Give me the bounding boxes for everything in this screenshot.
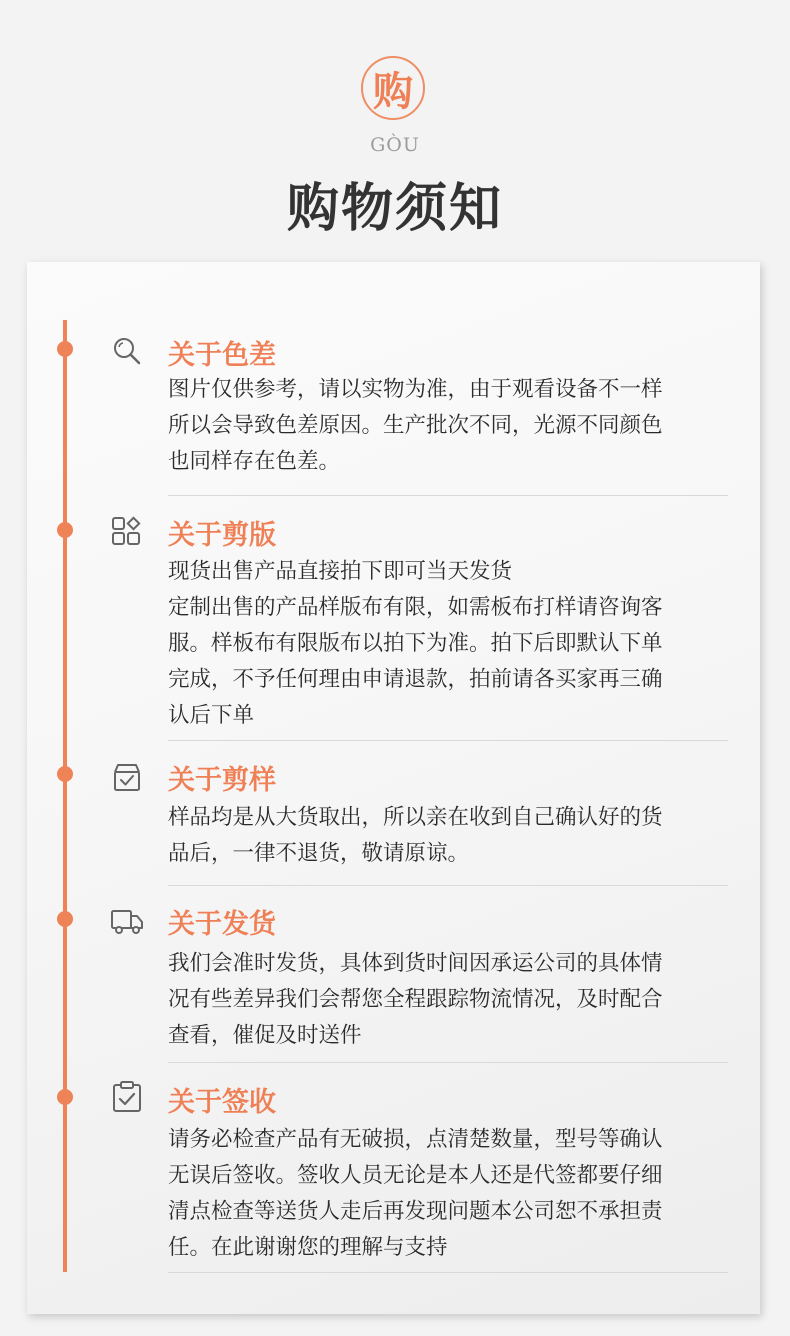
section-title-sample: 关于剪样 [168, 765, 276, 796]
section-body-receipt [168, 1122, 728, 1266]
section-body-sample [168, 800, 728, 872]
clipboard-check-icon [110, 1080, 144, 1114]
timeline-dot [57, 1089, 73, 1105]
timeline-dot [57, 341, 73, 357]
timeline-line [63, 320, 67, 1272]
header [0, 0, 790, 260]
timeline-dot [57, 522, 73, 538]
body-line: 清点检查等送货人走后再发现问题本公司恕不承担责 [168, 1199, 663, 1224]
section-divider [168, 885, 728, 886]
body-line: 认后下单 [168, 703, 255, 728]
body-line: 我们会准时发货，具体到货时间因承运公司的具体情 [168, 951, 663, 976]
body-line: 况有些差异我们会帮您全程跟踪物流情况，及时配合 [168, 987, 663, 1012]
body-line: 所以会导致色差原因。生产批次不同，光源不同颜色 [168, 413, 663, 438]
body-line: 品后，一律不退货，敬请原谅。 [168, 841, 470, 866]
body-line: 无误后签收。签收人员无论是本人还是代签都要仔细 [168, 1163, 663, 1188]
body-line: 完成，不予任何理由申请退款，拍前请各买家再三确 [168, 667, 663, 692]
timeline-dot [57, 911, 73, 927]
section-title-shipping: 关于发货 [168, 909, 276, 940]
section-divider [168, 740, 728, 741]
section-divider [168, 1062, 728, 1063]
body-line: 图片仅供参考，请以实物为准，由于观看设备不一样 [168, 377, 663, 402]
body-line: 服。样板布有限版布以拍下为准。拍下后即默认下单 [168, 631, 663, 656]
grid-icon [110, 514, 144, 548]
section-body-color-difference [168, 372, 728, 480]
section-title-color-difference: 关于色差 [168, 340, 276, 371]
section-body-cutting [168, 554, 728, 734]
timeline-dot [57, 766, 73, 782]
logo-char: 购 [373, 67, 413, 115]
body-line: 请务必检查产品有无破损，点清楚数量，型号等确认 [168, 1127, 663, 1152]
page-title: 购物须知 [286, 178, 503, 239]
section-divider [168, 1272, 728, 1273]
section-title-cutting: 关于剪版 [168, 520, 276, 551]
body-line: 样品均是从大货取出，所以亲在收到自己确认好的货 [168, 805, 663, 830]
search-icon [110, 334, 144, 368]
logo-badge [361, 56, 425, 120]
section-title-receipt: 关于签收 [168, 1087, 276, 1118]
section-divider [168, 495, 728, 496]
box-check-icon [110, 760, 144, 794]
body-line: 也同样存在色差。 [168, 449, 341, 474]
logo-pinyin: GÒU [370, 134, 420, 156]
section-body-shipping [168, 946, 728, 1054]
body-line: 查看，催促及时送件 [168, 1023, 362, 1048]
body-line: 任。在此谢谢您的理解与支持 [168, 1235, 448, 1260]
body-line: 现货出售产品直接拍下即可当天发货 [168, 559, 513, 584]
truck-icon [110, 904, 144, 938]
body-line: 定制出售的产品样版布有限，如需板布打样请咨询客 [168, 595, 663, 620]
